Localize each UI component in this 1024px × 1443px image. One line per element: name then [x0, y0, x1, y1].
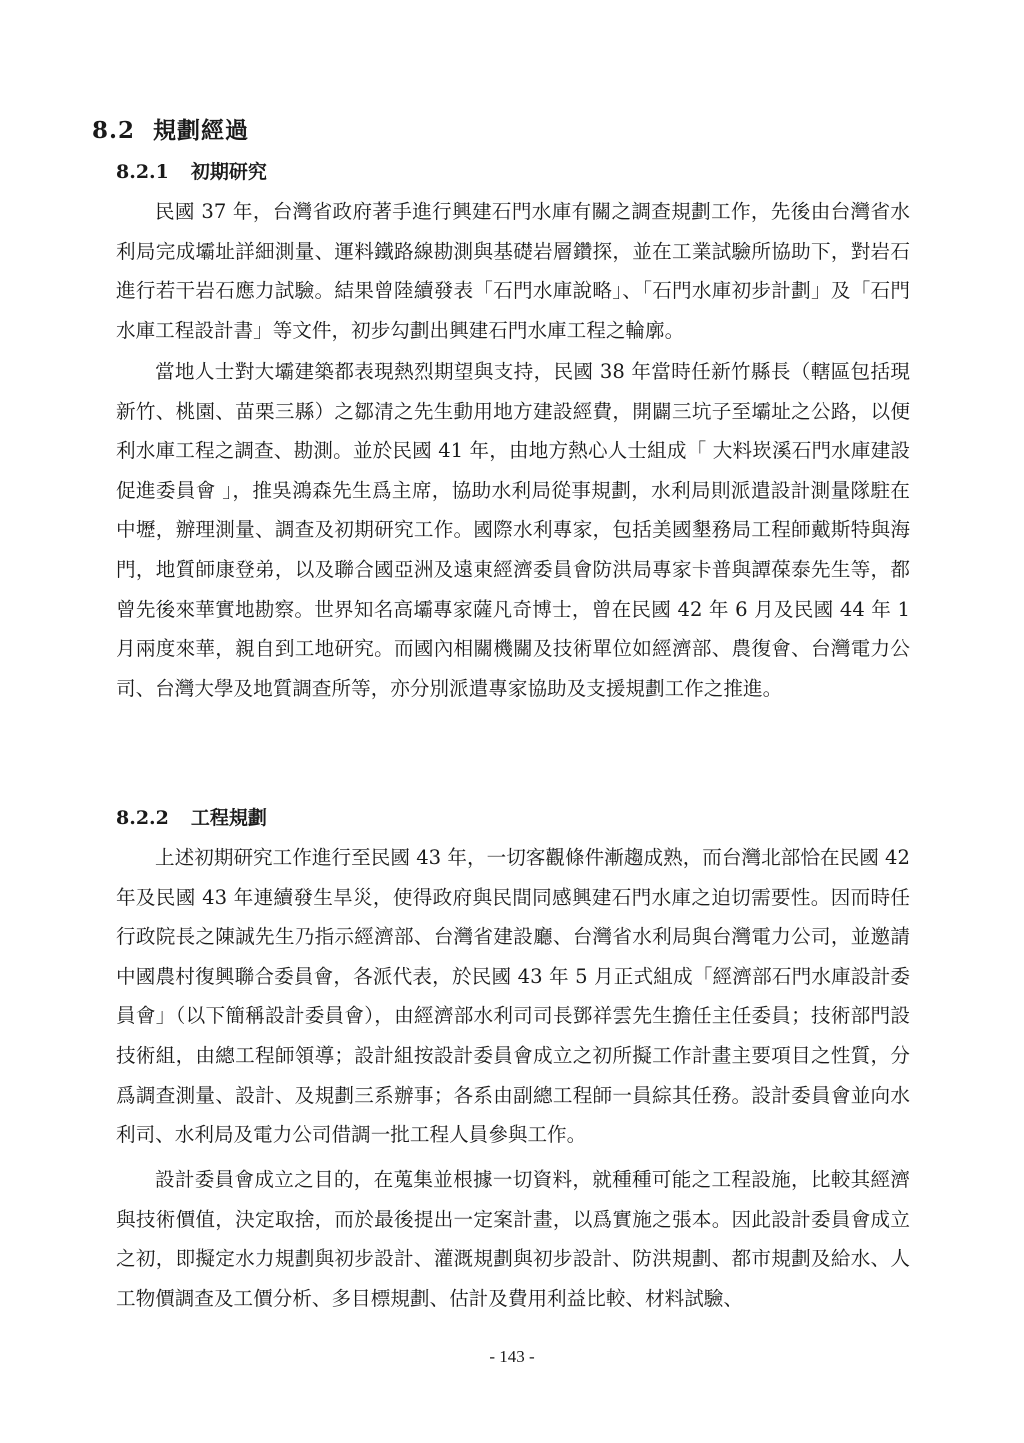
- page-number: - 143 -: [489, 1347, 535, 1366]
- section-title: 規劃經過: [153, 117, 250, 144]
- paragraph: 上述初期研究工作進行至民國 43 年，一切客觀條件漸趨成熟，而台灣北部恰在民國 42 年及民國 43 年連續發生旱災，使得政府與民間同感興建石門水庫之迫切需要性。因而時任行政院長之陳誠先生乃指示經濟部、台灣省建設廳、台灣省水利局與台灣電力公司，並邀請中國農村復興聯合委員會，各派代表，於民國 43 年 5 月正式組成「經濟部石門水庫設計委員會」（以下簡稱設計委員會），由經濟部水利司司長鄧祥雲先生擔任主任委員；技術部門設技術組，由總工程師領導；設計組按設計委員會成立之初所擬工作計畫主要項目之性質，分爲調查測量、設計、及規劃三系辦事；各系由副總工程師一員綜其任務。設計委員會並向水利司、水利局及電力公司借調一批工程人員參與工作。: [116, 846, 910, 1147]
- paragraph: 設計委員會成立之目的，在蒐集並根據一切資料，就種種可能之工程設施，比較其經濟與技術價值，決定取捨，而於最後提出一定案計畫，以爲實施之張本。因此設計委員會成立之初，即擬定水力規劃與初步設計、灌溉規劃與初步設計、防洪規劃、都市規劃及給水、人工物價調查及工價分析、多目標規劃、估計及費用利益比較、材料試驗、: [116, 1168, 910, 1310]
- paragraph: 民國 37 年，台灣省政府著手進行興建石門水庫有關之調查規劃工作，先後由台灣省水利局完成壩址詳細測量、運料鐵路線勘測與基礎岩層鑽探，並在工業試驗所協助下，對岩石進行若干岩石應力試驗。結果曾陸續發表「石門水庫說略」、「石門水庫初步計劃」及「石門水庫工程設計書」等文件，初步勾劃出興建石門水庫工程之輪廓。: [116, 200, 910, 342]
- subsection-heading-engineering-planning: [116, 803, 267, 830]
- paragraph: 當地人士對大壩建築都表現熱烈期望與支持，民國 38 年當時任新竹縣長（轄區包括現新竹、桃園、苗栗三縣）之鄒清之先生動用地方建設經費，開闢三坑子至壩址之公路，以便利水庫工程之調查、勘測。並於民國 41 年，由地方熱心人士組成「 大料崁溪石門水庫建設促進委員會 」，推吳鴻森先生爲主席，協助水利局從事規劃，水利局則派遣設計測量隊駐在中壢，辦理測量、調查及初期研究工作。國際水利專家，包括美國墾務局工程師戴斯特與海門，地質師康登弟，以及聯合國亞洲及遠東經濟委員會防洪局專家卡普與譚葆泰先生等，都曾先後來華實地勘察。世界知名高壩專家薩凡奇博士，曾在民國 42 年 6 月及民國 44 年 1 月兩度來華，親自到工地研究。而國內相關機關及技術單位如經濟部、農復會、台灣電力公司、台灣大學及地質調查所等，亦分別派遣專家協助及支援規劃工作之推進。: [116, 360, 910, 700]
- section-heading: [92, 112, 249, 145]
- subsection-heading-initial-research: [116, 157, 267, 184]
- section-number: 8.2: [92, 117, 136, 144]
- subsection-title: 初期研究: [190, 161, 267, 183]
- subsection-number: 8.2.1: [116, 161, 169, 183]
- subsection-title: 工程規劃: [190, 807, 267, 829]
- subsection-number: 8.2.2: [116, 807, 169, 829]
